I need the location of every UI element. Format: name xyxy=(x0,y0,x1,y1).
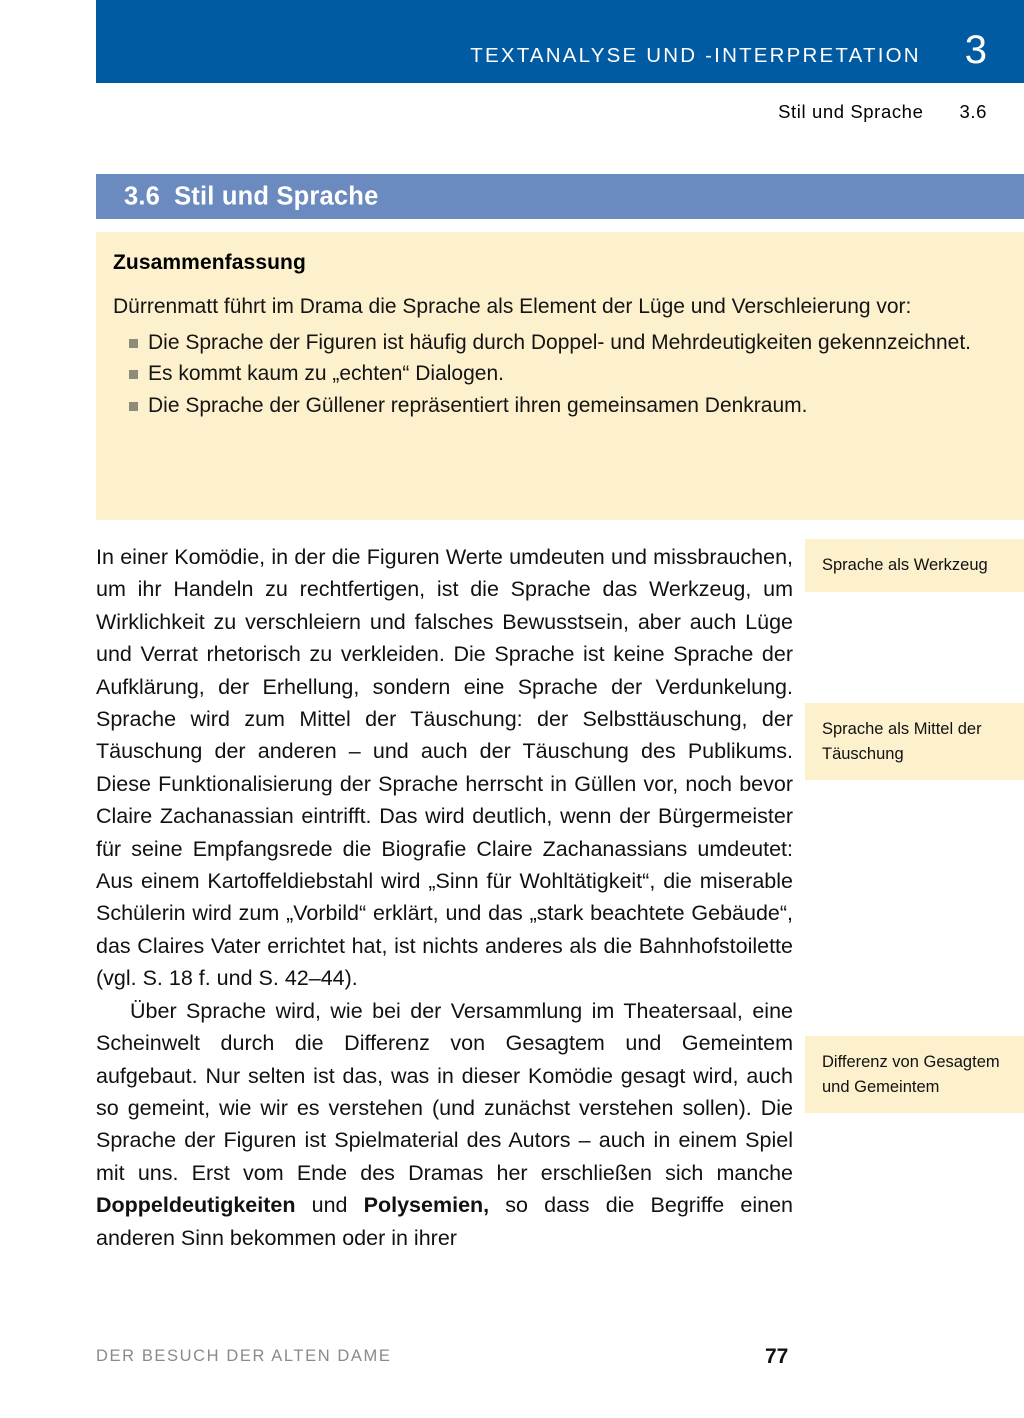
bullet-square-icon xyxy=(129,370,138,379)
list-item-label: Es kommt kaum zu „echten“ Dialogen. xyxy=(148,362,504,385)
list-item xyxy=(113,327,990,359)
list-item-label: Die Sprache der Güllener repräsentiert ihren gemeinsamen Denkraum. xyxy=(148,393,808,417)
section-title-bar-text xyxy=(124,182,378,211)
section-title: Stil und Sprache xyxy=(174,182,379,210)
footer-work-title: DER BESUCH DER ALTEN DAME xyxy=(96,1347,392,1365)
chapter-banner-content xyxy=(470,30,1024,70)
chapter-banner-number: 3 xyxy=(964,28,987,72)
footer-page-number: 77 xyxy=(765,1345,789,1368)
margin-note-sprache-als-werkzeug: Sprache als Werkzeug xyxy=(805,539,1024,592)
summary-bullet-list xyxy=(113,327,990,422)
body-paragraph-1: In einer Komödie, in der die Figuren Werte umdeuten und missbrauchen, um ihr Handeln zu rechtfertigen, ist die Sprache das Werkzeug, um Wirklichkeit zu verschleiern und falsches Bewusstsein, aber auch Lüge und Verrat rhetorisch zu verkleiden. Die Sprache ist keine Sprache der Aufklärung, der Erhellung, sondern eine Sprache der Verdunkelung. Sprache wird zum Mittel der Täuschung: der Selbsttäuschung, der Täuschung der anderen – und auch der Täuschung des Publikums. Diese Funktionalisierung der Sprache herrscht in Güllen vor, noch bevor Claire Zachanassian eintrifft. Das wird deutlich, wenn der Bürgermeister für seine Empfangsrede die Biografie Claire Zachanassians umdeutet: Aus einem Kartoffeldiebstahl wird „Sinn für Wohltätigkeit“, die miserable Schülerin wird zum „Vorbild“ erklärt, und das „stark beachtete Gebäude“, das Claires Vater errichtet hat, ist nichts anderes als die Bahnhofstoilette (vgl. S. 18 f. und S. 42–44). xyxy=(96,545,793,991)
chapter-banner xyxy=(96,0,1024,83)
body-text-column xyxy=(96,541,793,1254)
summary-intro-text: Dürrenmatt führt im Drama die Sprache als Element der Lüge und Verschleierung vor: xyxy=(113,295,912,318)
bullet-square-icon xyxy=(129,339,138,348)
running-head xyxy=(778,101,987,123)
margin-note-differenz-von-gesagtem-und-gemeintem: Differenz von Gesagtem und Gemeintem xyxy=(805,1036,1024,1113)
list-item xyxy=(113,390,990,422)
section-title-bar xyxy=(96,174,1024,219)
summary-heading: Zusammenfassung xyxy=(113,251,306,274)
section-number: 3.6 xyxy=(124,182,161,210)
body-paragraph-2: Über Sprache wird, wie bei der Versammlung im Theatersaal, eine Scheinwelt durch die Differenz von Gesagtem und Gemeintem aufgebaut. Nur selten ist das, was in dieser Komödie gesagt wird, auch so gemeint, wie wir es verstehen (und zunächst verstehen sollen). Die Sprache der Figuren ist Spielmaterial des Autors – auch in einem Spiel mit uns. Erst vom Ende des Dramas her erschließen sich manche Doppeldeutigkeiten und Polysemien, so dass die Begriffe einen anderen Sinn bekommen oder in ihrer xyxy=(96,998,793,1250)
list-item xyxy=(113,358,990,390)
bullet-square-icon xyxy=(129,402,138,411)
chapter-banner-title: TEXTANALYSE UND -INTERPRETATION xyxy=(470,43,921,67)
summary-box xyxy=(96,232,1024,520)
running-head-section-number: 3.6 xyxy=(959,101,987,122)
running-head-section-title: Stil und Sprache xyxy=(778,101,924,122)
margin-note-sprache-als-mittel-der-taeuschung: Sprache als Mittel der Täuschung xyxy=(805,703,1024,780)
list-item-label: Die Sprache der Figuren ist häufig durch Doppel- und Mehrdeutigkeiten gekennzeichnet. xyxy=(148,330,971,354)
page-footer xyxy=(96,1347,1024,1377)
